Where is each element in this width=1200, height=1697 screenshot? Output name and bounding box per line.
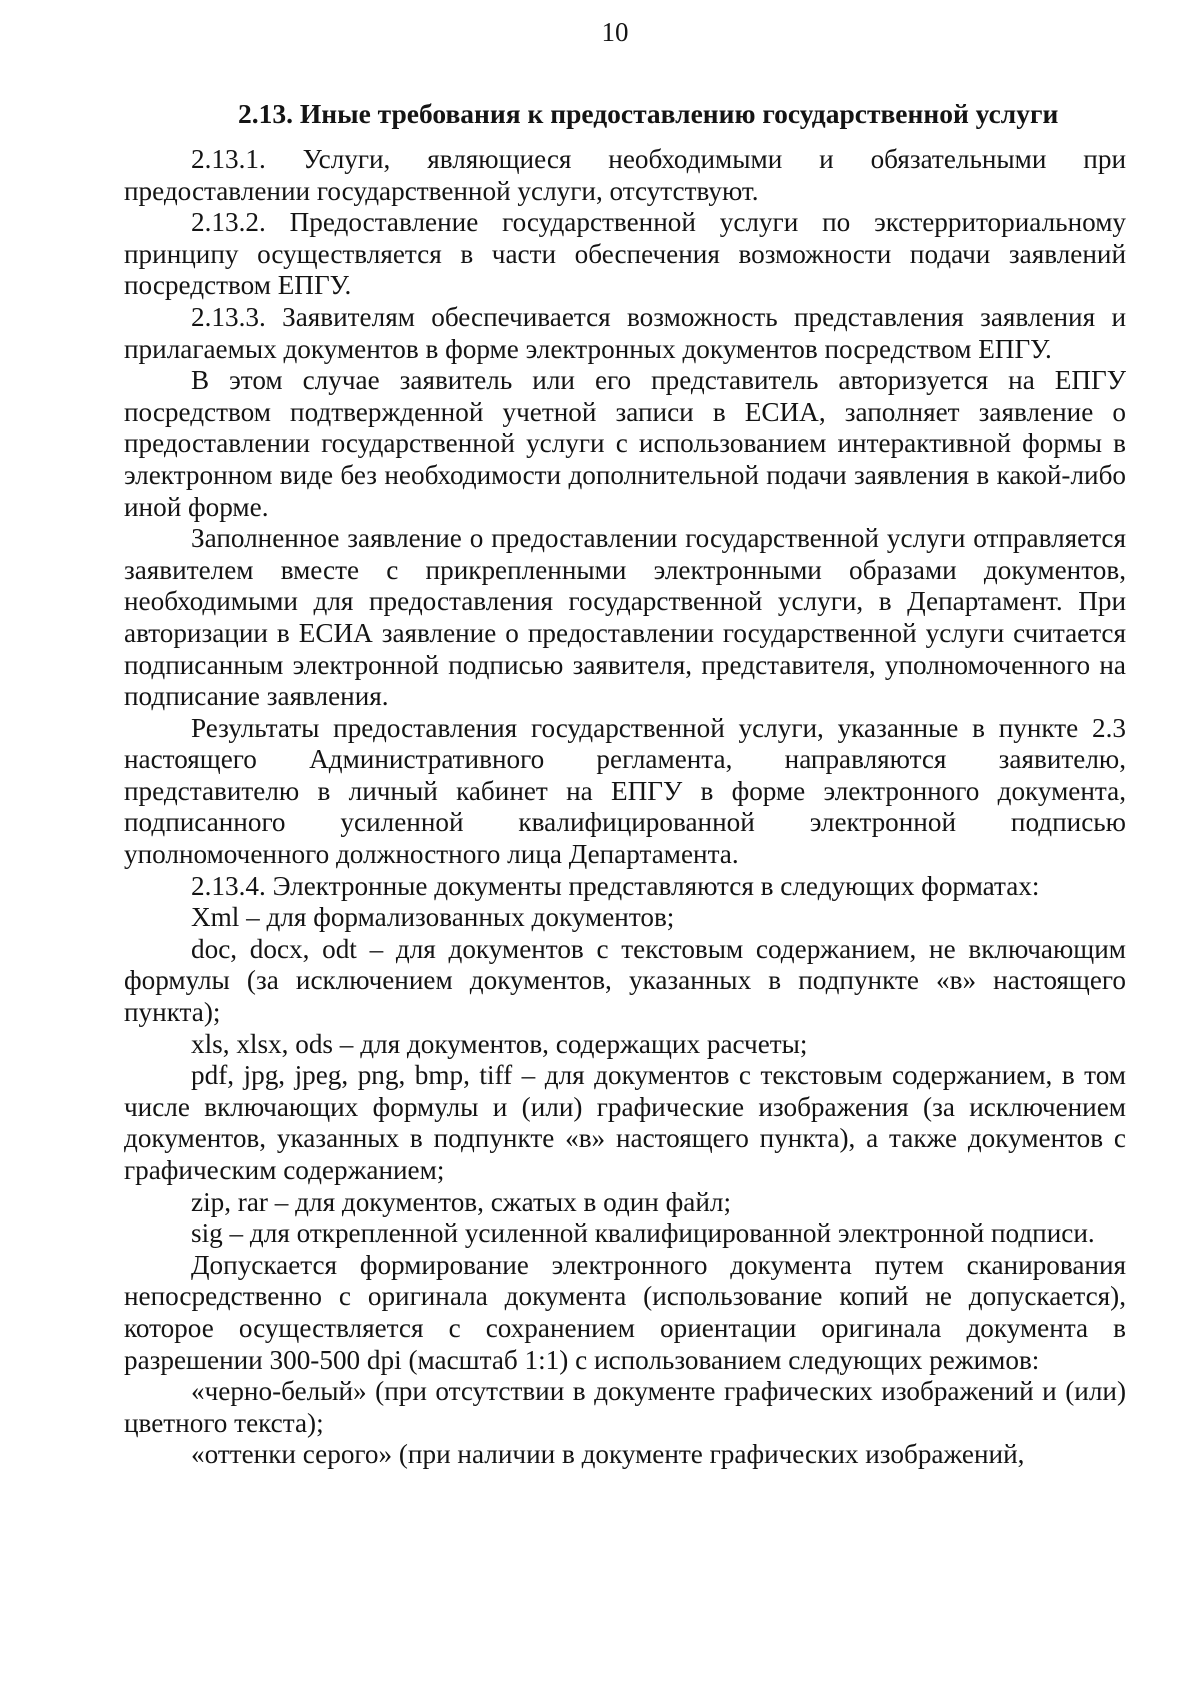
- scan-mode-black-white: «черно-белый» (при отсутствии в документе графических изображений и (или) цветного текста);: [124, 1376, 1126, 1438]
- paragraph-2-13-2: 2.13.2. Предоставление государственной услуги по экстерриториальному принципу осуществляется в части обеспечения возможности подачи заявлений посредством ЕПГУ.: [124, 207, 1126, 301]
- format-item-xls: xls, xlsx, ods – для документов, содержащих расчеты;: [191, 1028, 808, 1059]
- section-heading: 2.13. Иные требования к предоставлению государственной услуги: [238, 98, 1059, 129]
- paragraph-2-13-4: 2.13.4. Электронные документы представляются в следующих форматах:: [191, 870, 1040, 901]
- format-item-pdf: pdf, jpg, jpeg, png, bmp, tiff – для документов с текстовым содержанием, в том числе включающих формулы и (или) графические изображения (за исключением документов, указанных в подпункте «в» настоящего пункта), а также документов с графическим содержанием;: [124, 1060, 1126, 1185]
- format-item-xml: Xml – для формализованных документов;: [191, 902, 675, 933]
- format-item-doc: doc, docx, odt – для документов с текстовым содержанием, не включающим формулы (за исключением документов, указанных в подпункте «в» настоящего пункта);: [124, 933, 1126, 1028]
- paragraph-authorization: В этом случае заявитель или его представитель авторизуется на ЕПГУ посредством подтвержденной учетной записи в ЕСИА, заполняет заявление о предоставлении государственной услуги с использованием интерактивной формы в электронном виде без необходимости дополнительной подачи заявления в какой-либо иной форме.: [124, 365, 1126, 522]
- page-number: 10: [601, 17, 629, 47]
- paragraph-results: Результаты предоставления государственной услуги, указанные в пункте 2.3 настоящего Административного регламента, направляются заявителю, представителю в личный кабинет на ЕПГУ в форме электронного документа, подписанного усиленной квалифицированной электронной подписью уполномоченного должностного лица Департамента.: [124, 712, 1126, 870]
- format-item-zip: zip, rar – для документов, сжатых в один файл;: [191, 1186, 732, 1217]
- scan-mode-grayscale: «оттенки серого» (при наличии в документе графических изображений,: [191, 1439, 1025, 1470]
- document-body: [124, 98, 1126, 1471]
- paragraph-submission: Заполненное заявление о предоставлении государственной услуги отправляется заявителем вместе с прикрепленными электронными образами документов, необходимыми для предоставления государственной услуги, в Департамент. При авторизации в ЕСИА заявление о предоставлении государственной услуги считается подписанным электронной подписью заявителя, представителя, уполномоченного на подписание заявления.: [124, 523, 1126, 712]
- format-item-sig: sig – для открепленной усиленной квалифицированной электронной подписи.: [191, 1218, 1095, 1249]
- paragraph-2-13-1: 2.13.1. Услуги, являющиеся необходимыми и обязательными при предоставлении государственной услуги, отсутствуют.: [124, 144, 1126, 206]
- paragraph-2-13-3: 2.13.3. Заявителям обеспечивается возможность представления заявления и прилагаемых документов в форме электронных документов посредством ЕПГУ.: [124, 301, 1126, 364]
- paragraph-scanning: Допускается формирование электронного документа путем сканирования непосредственно с оригинала документа (использование копий не допускается), которое осуществляется с сохранением ориентации оригинала документа в разрешении 300-500 dpi (масштаб 1:1) с использованием следующих режимов:: [124, 1249, 1126, 1375]
